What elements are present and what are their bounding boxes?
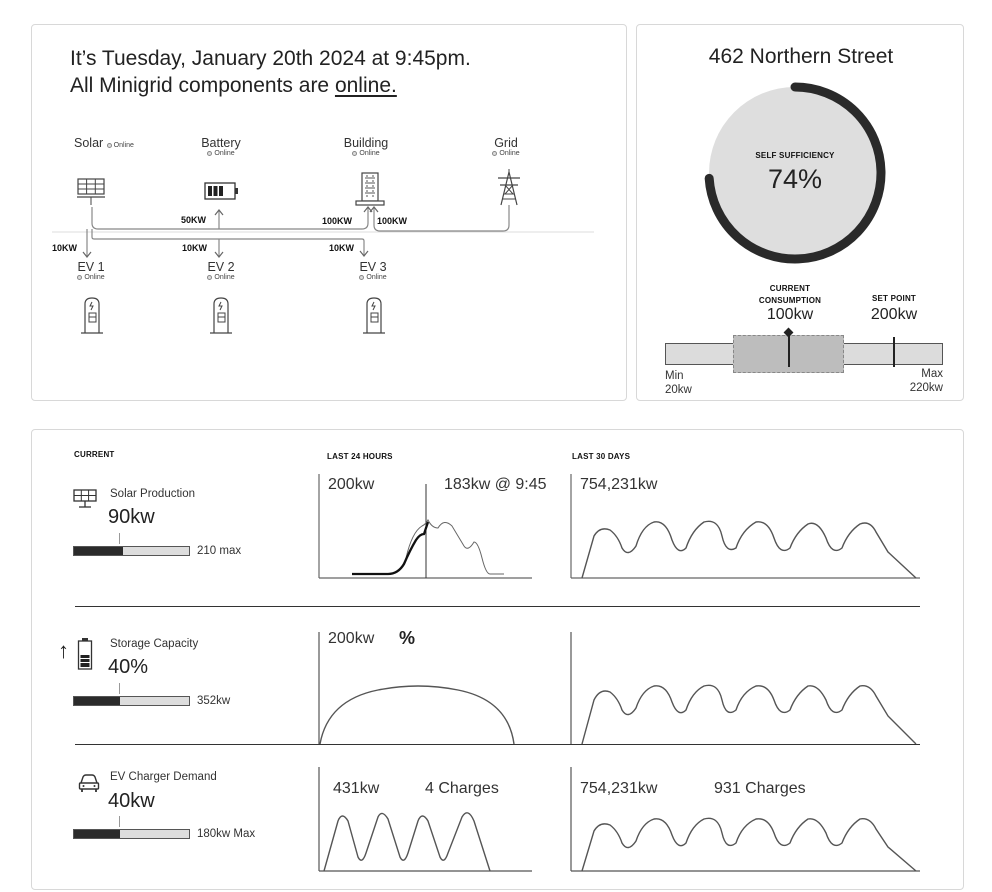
current-label-1: CURRENT [769,284,811,293]
solar-production-value: 90kw [108,506,155,528]
value-tick [119,816,120,827]
ev3-flow-value: 10KW [329,243,355,253]
building-icon[interactable] [355,172,385,206]
solar-actual-line [352,522,428,574]
grid-status [486,150,526,157]
ev2-label [206,260,236,281]
ev-charger-icon[interactable] [362,296,386,336]
gauge-value: 74% [767,164,823,194]
storage-progress-bar [73,696,190,706]
charging-up-arrow-icon: ↑ [58,638,69,663]
status-dot-icon [207,151,212,156]
value-tick [119,533,120,544]
ev-demand-title: EV Charger Demand [110,771,217,783]
storage-capacity-value: 40% [108,656,149,678]
minigrid-panel [31,24,627,401]
row-divider [75,606,920,607]
ev-progress-bar [73,829,190,839]
status-dot-icon [77,275,82,280]
last30-header: LAST 30 DAYS [572,452,631,461]
value-tick [119,683,120,694]
status-dot-icon [107,143,112,148]
flow-diagram [32,25,628,402]
solar-max-label: 210 max [197,545,242,557]
battery-icon[interactable] [204,182,240,200]
solar-panel-icon[interactable] [76,178,106,206]
grid-label-text: Grid [494,136,518,150]
storage-24h-chart [318,632,534,744]
current-marker[interactable] [788,335,790,367]
grid-label [486,136,526,157]
current-consumption-value: 100kw [766,306,814,323]
building-label-text: Building [343,136,389,150]
address-panel [636,24,964,401]
ev2-status [206,274,236,281]
grid-status-text: Online [499,150,520,157]
storage-capacity-title: Storage Capacity [110,638,199,650]
storage-24h-line [320,686,514,744]
ev1-status [76,274,106,281]
status-line-1: It’s Tuesday, January 20th 2024 at 9:45pm. [70,47,471,70]
ev-24h-total: 431kw [333,780,380,797]
current-consumption-label [745,283,835,307]
setpoint-value: 200kw [870,306,918,323]
gauge-label: SELF SUFFICIENCY [755,151,835,160]
min-value: 20kw [665,384,692,396]
row-divider [75,744,920,745]
ev1-label [76,260,106,281]
max-label [883,367,943,395]
building-status [338,150,394,157]
car-icon [78,773,100,793]
solar-30d-line [582,521,916,578]
ev3-status-text: Online [366,274,387,281]
max-label-text: Max [921,368,943,380]
storage-30d-line [582,685,916,744]
solar-progress-fill [74,547,123,555]
battery-label [200,136,242,157]
storage-30d-chart [570,632,922,744]
ev-charger-icon[interactable] [209,296,233,336]
online-link[interactable]: online. [334,74,397,97]
min-label [665,369,692,397]
building-flow-out: 100KW [377,216,408,226]
solar-status-text: Online [113,142,134,149]
solar-24h-max: 200kw [328,476,375,493]
storage-progress-fill [74,697,120,705]
power-tower-icon[interactable] [496,168,522,206]
solar-progress-bar [73,546,190,556]
solar-30d-total: 754,231kw [580,476,658,493]
solar-status [107,142,134,149]
ev2-label-text: EV 2 [207,260,235,274]
storage-24h-max: 200kw [328,630,375,647]
address-title: 462 Northern Street [708,45,894,68]
metrics-panel [31,429,964,890]
ev-max-label: 180kw Max [197,828,256,840]
solar-flow-value: 10KW [52,243,78,253]
setpoint-marker[interactable] [893,337,895,367]
ev3-label [358,260,388,281]
battery-label-text: Battery [201,136,241,150]
ev1-status-text: Online [84,274,105,281]
battery-status [200,150,242,157]
status-dot-icon [207,275,212,280]
current-header: CURRENT [74,450,115,459]
status-line-2-text: All Minigrid components are [70,74,335,97]
status-dot-icon [492,151,497,156]
ev-charger-icon[interactable] [80,296,104,336]
battery-vertical-icon [77,637,93,671]
min-label-text: Min [665,370,684,382]
ev3-status [358,274,388,281]
storage-24h-percent: % [399,628,416,648]
solar-label [74,136,134,150]
ev-24h-charges: 4 Charges [425,780,499,797]
status-dot-icon [359,275,364,280]
ev-30d-line [582,818,916,871]
ev-30d-charges: 931 Charges [714,780,806,797]
building-flow-in: 100KW [322,216,353,226]
ev2-status-text: Online [214,274,235,281]
ev-24h-line [324,813,490,871]
solar-production-title: Solar Production [110,488,196,500]
solar-forecast-line [352,520,504,574]
building-label [338,136,394,157]
battery-flow-value: 50KW [181,215,207,225]
last24-header: LAST 24 HOURS [327,452,393,461]
battery-status-text: Online [214,150,235,157]
status-dot-icon [352,151,357,156]
ev-30d-total: 754,231kw [580,780,658,797]
ev2-flow-value: 10KW [182,243,208,253]
setpoint-label: SET POINT [871,294,917,303]
building-status-text: Online [359,150,380,157]
solar-label-text: Solar [74,136,104,150]
ev1-label-text: EV 1 [77,260,105,274]
ev-progress-fill [74,830,120,838]
storage-capacity-label: 352kw [197,695,231,707]
current-label-2: CONSUMPTION [758,296,822,305]
ev-demand-value: 40kw [108,790,155,812]
max-value: 220kw [909,382,943,394]
ev3-label-text: EV 3 [359,260,387,274]
ev-bus-line [92,229,364,255]
solar-panel-icon [72,488,98,510]
solar-24h-current: 183kw @ 9:45 [444,476,547,493]
